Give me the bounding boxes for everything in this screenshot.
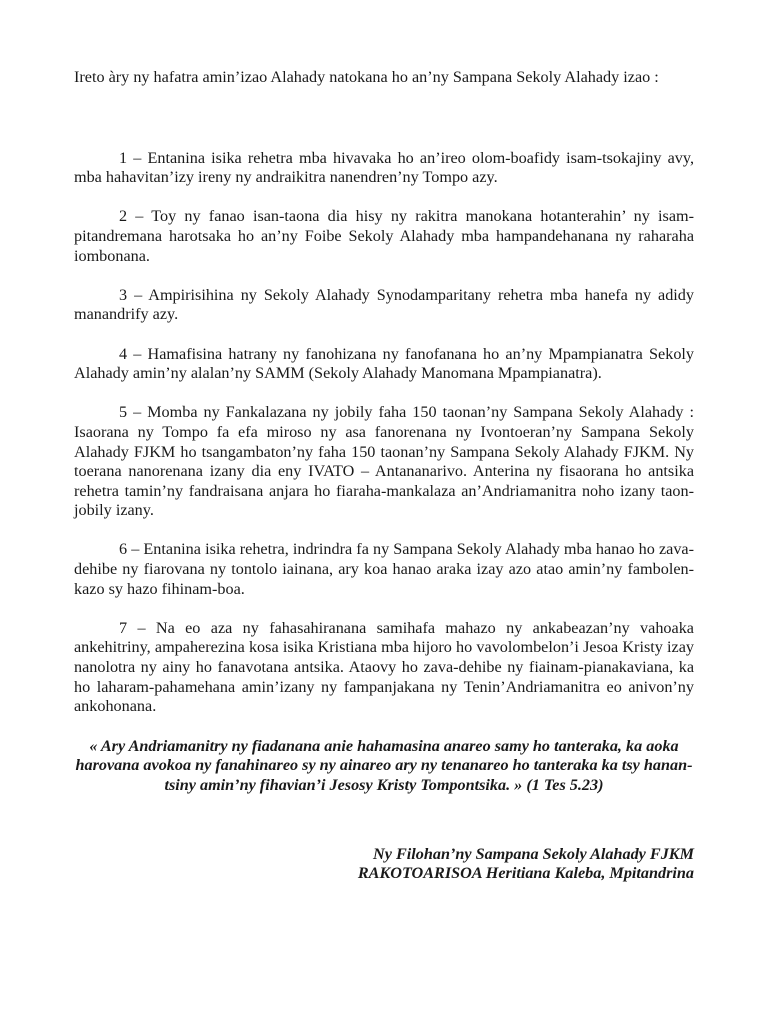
message-item-4: 4 – Hamafisina hatrany ny fanohizana ny fanofanana ho an’ny Mpampianatra Sekoly Alahady amin’ny alalan’ny SAMM (Sekoly Alahady Manomana Mpampianatra). bbox=[74, 344, 694, 383]
message-item-6: 6 – Entanina isika rehetra, indrindra fa ny Sampana Sekoly Alahady mba hanao ho zava-dehibe ny fiarovana ny tontolo iainana, ary koa hanao araka izay azo atao amin’ny fambolen-kazo sy hazo fihinam-boa. bbox=[74, 540, 694, 598]
message-item-5: 5 – Momba ny Fankalazana ny jobily faha 150 taonan’ny Sampana Sekoly Alahady : Isaorana ny Tompo fa efa miroso ny asa fanorenana ny Ivontoeran’ny Sampana Sekoly Alahady FJKM ho tsangambaton’ny faha 150 taonan’ny Sampana Sekoly Alahady FJKM. Ny toerana nanorenana izany dia eny IVATO – Antananarivo. Anterina ny fisaorana ho antsika rehetra tamin’ny fandraisana anjara ho fiaraha-mankalaza an’Andriamanitra noho izany taon-jobily izany. bbox=[74, 403, 694, 520]
message-item-3: 3 – Ampirisihina ny Sekoly Alahady Synodamparitany rehetra mba hanefa ny adidy manandrify azy. bbox=[74, 285, 694, 324]
message-item-7: 7 – Na eo aza ny fahasahiranana samihafa mahazo ny ankabeazan’ny vahoaka ankehitriny, ampaherezina kosa isika Kristiana mba hijoro ho vavolombelon’i Jesoa Kristy izay nanolotra ny ainy ho fanavotana antsika. Ataovy ho zava-dehibe ny fiainam-pianakaviana, ka ho laharam-pahamehana amin’izany ny fampanjakana ny Tenin’Andriamanitra eo anivon’ny ankohonana. bbox=[74, 618, 694, 716]
message-list bbox=[74, 149, 694, 717]
signature-block bbox=[74, 845, 694, 884]
document-page bbox=[74, 68, 694, 884]
message-item-2: 2 – Toy ny fanao isan-taona dia hisy ny rakitra manokana hotanterahin’ ny isam-pitandremana harotsaka ho an’ny Foibe Sekoly Alahady mba hampandehanana ny raharaha iombonana. bbox=[74, 207, 694, 265]
message-item-1: 1 – Entanina isika rehetra mba hivavaka ho an’ireo olom-boafidy isam-tsokajiny avy, mba hahavitan’izy ireny ny andraikitra nanendren’ny Tompo azy. bbox=[74, 148, 694, 187]
intro-text: Ireto àry ny hafatra amin’izao Alahady natokana ho an’ny Sampana Sekoly Alahady izao : bbox=[74, 68, 659, 86]
signature-name: RAKOTOARISOA Heritiana Kaleba, Mpitandrina bbox=[357, 864, 694, 883]
bible-quote: « Ary Andriamanitry ny fiadanana anie hahamasina anareo samy ho tanteraka, ka aoka harovana avokoa ny fanahinareo sy ny ainareo ary ny tenanareo ho tanteraka ka tsy hanan-tsiny amin’ny fihavian’i Jesosy Kristy Tompontsika. » (1 Tes 5.23) bbox=[75, 736, 693, 794]
signature-title: Ny Filohan’ny Sampana Sekoly Alahady FJKM bbox=[373, 844, 694, 863]
